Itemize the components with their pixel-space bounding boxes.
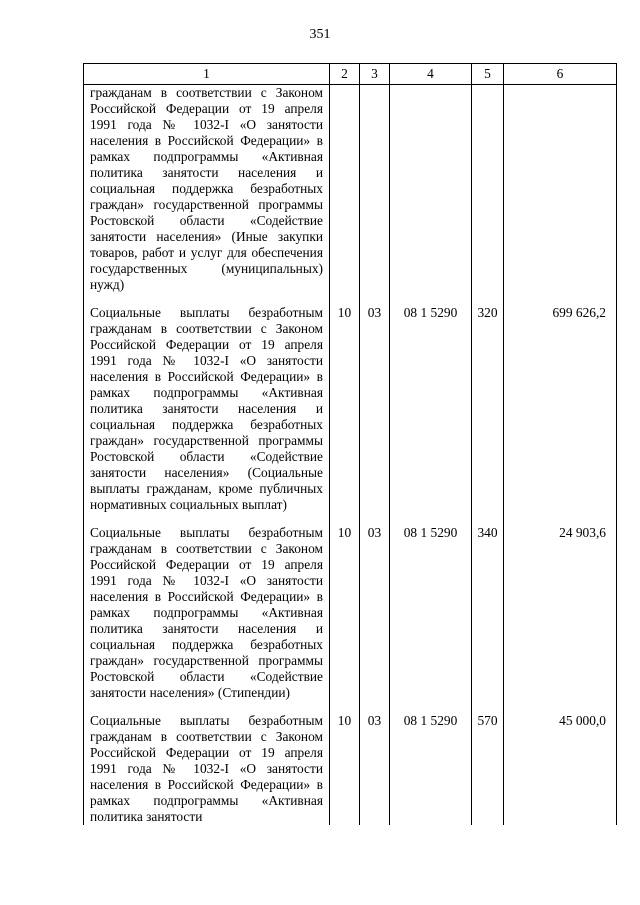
page-number: 351 <box>309 27 331 42</box>
row-expense-type: 570 <box>472 713 504 825</box>
column-header-6: 6 <box>504 64 617 85</box>
table-row <box>84 85 617 306</box>
column-header-5: 5 <box>472 64 504 85</box>
table-row <box>84 713 617 825</box>
row-amount: 45 000,0 <box>504 713 617 825</box>
row-subsection: 03 <box>360 525 390 713</box>
row-section: 10 <box>330 525 360 713</box>
budget-table-container <box>83 63 616 825</box>
row-description: гражданам в соответствии с Законом Российской Федерации от 19 апреля 1991 года № 1032-I «О занятости населения в Российской Федерации» в рамках подпрограммы «Активная политика занятости населения и социальная поддержка безработных граждан» государственной программы Ростовской области «Содействие занятости населения» (Иные закупки товаров, работ и услуг для обеспечения государственных (муниципальных) нужд) <box>84 85 330 306</box>
table-body <box>84 85 617 826</box>
column-header-2: 2 <box>330 64 360 85</box>
row-target-article: 08 1 5290 <box>390 305 472 525</box>
row-amount: 24 903,6 <box>504 525 617 713</box>
row-target-article: 08 1 5290 <box>390 713 472 825</box>
row-section: 10 <box>330 713 360 825</box>
column-header-4: 4 <box>390 64 472 85</box>
row-section <box>330 85 360 306</box>
row-amount <box>504 85 617 306</box>
row-expense-type <box>472 85 504 306</box>
table-row <box>84 525 617 713</box>
row-amount: 699 626,2 <box>504 305 617 525</box>
row-expense-type: 320 <box>472 305 504 525</box>
row-description: Социальные выплаты безработным гражданам в соответствии с Законом Российской Федерации от 19 апреля 1991 года № 1032-I «О занятости населения в Российской Федерации» в рамках подпрограммы «Активная политика занятости населения и социальная поддержка безработных граждан» государственной программы Ростовской области «Содействие занятости населения» (Стипендии) <box>84 525 330 713</box>
column-header-1: 1 <box>84 64 330 85</box>
row-expense-type: 340 <box>472 525 504 713</box>
column-header-3: 3 <box>360 64 390 85</box>
budget-table <box>83 63 617 825</box>
row-description: Социальные выплаты безработным гражданам в соответствии с Законом Российской Федерации от 19 апреля 1991 года № 1032-I «О занятости населения в Российской Федерации» в рамках подпрограммы «Активная политика занятости <box>84 713 330 825</box>
row-subsection <box>360 85 390 306</box>
row-description: Социальные выплаты безработным гражданам в соответствии с Законом Российской Федерации от 19 апреля 1991 года № 1032-I «О занятости населения в Российской Федерации» в рамках подпрограммы «Активная политика занятости населения и социальная поддержка безработных граждан» государственной программы Ростовской области «Содействие занятости населения» (Социальные выплаты гражданам, кроме публичных нормативных социальных выплат) <box>84 305 330 525</box>
header-row <box>84 64 617 85</box>
row-subsection: 03 <box>360 713 390 825</box>
row-section: 10 <box>330 305 360 525</box>
row-target-article: 08 1 5290 <box>390 525 472 713</box>
row-target-article <box>390 85 472 306</box>
table-header <box>84 64 617 85</box>
row-subsection: 03 <box>360 305 390 525</box>
table-row <box>84 305 617 525</box>
